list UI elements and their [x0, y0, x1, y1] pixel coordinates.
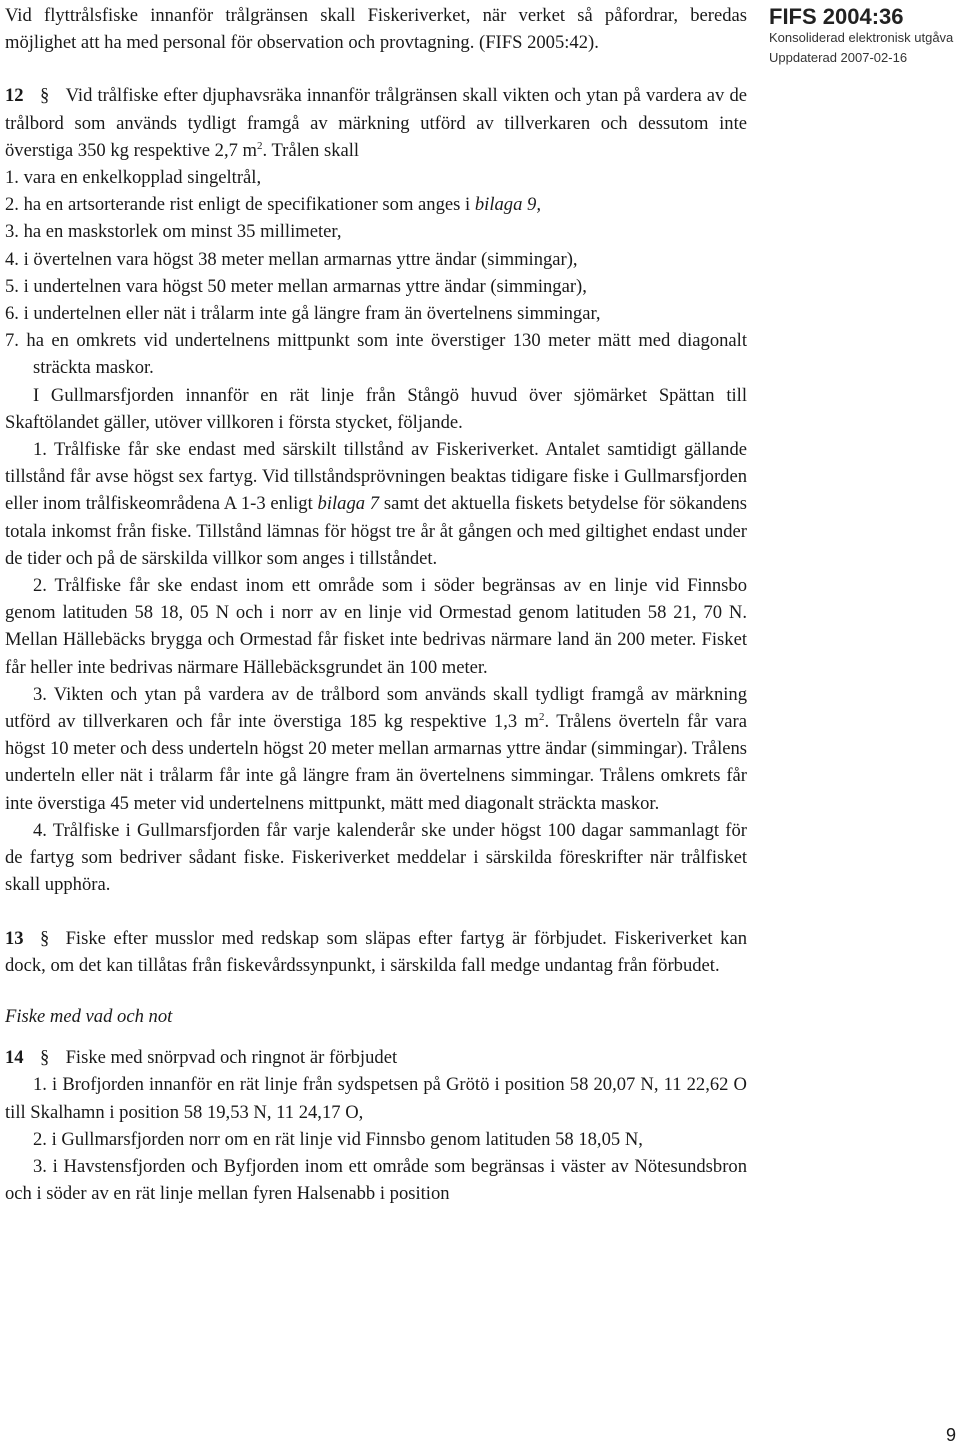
list-item: 1. vara en enkelkopplad singeltrål, — [5, 167, 262, 189]
superscript: 2 — [257, 139, 263, 152]
appendix-reference: bilaga 9, — [474, 194, 541, 216]
list-item: 5. i undertelnen vara högst 50 meter mellan armarnas yttre ändar (simmingar), — [5, 275, 587, 297]
section-14 — [5, 1044, 747, 1207]
lead-text-end: . Trålen skall — [262, 139, 360, 161]
gullmarsfjorden-intro: I Gullmarsfjorden innanför en rät linje från Stångö huvud över sjömärket Spättan till Skaftölandet gäller, utöver villkoren i första stycket, följande. — [5, 384, 747, 433]
section-13-text — [5, 925, 747, 979]
appendix-reference: bilaga 7 — [317, 493, 380, 515]
section-13 — [5, 925, 747, 979]
list-item: 1. i Brofjorden innanför en rät linje från sydspetsen på Grötö i position 58 20,07 N, 11 22,62 O till Skalhamn i position 58 19,53 N, 11 24,17 O, — [5, 1074, 747, 1123]
list-item: 6. i undertelnen eller nät i trålarm inte gå längre fram än övertelnens simmingar, — [5, 303, 601, 325]
list-item — [5, 191, 747, 218]
section-text: Fiske efter musslor med redskap som släpas efter fartyg är förbjudet. Fiskeriverket kan dock, om det kan tillåtas från fiskevårdssynpunkt, i särskilda fall medge undantag från förbudet. — [5, 927, 747, 976]
paragraph-sign: § — [39, 85, 50, 107]
section-number: 14 — [5, 1047, 24, 1069]
paragraph-sign: § — [39, 927, 50, 949]
section-heading: Fiske med vad och not — [5, 1005, 173, 1027]
condition-text-end: samt det aktuella fiskets betydelse för sökandens totala inkomst från fiske. Tillstånd lämnas för högst tre år åt gången och med giltighet endast under de tider och på de särskilda villkor som anges i tillståndet. — [5, 493, 747, 569]
condition-4: 4. Trålfiske i Gullmarsfjorden får varje kalenderår ske under högst 100 dagar sammanlagt för de fartyg som bedriver sådant fiske. Fiskeriverket meddelar i särskilda föreskrifter när trålfisket skall upphöra. — [5, 819, 747, 896]
paragraph-sign: § — [39, 1047, 50, 1069]
section-text: Fiske med snörpvad och ringnot är förbjudet — [65, 1047, 398, 1069]
list-item: 3. i Havstensfjorden och Byfjorden inom ett område som begränsas i väster av Nötesundsbron och i söder av en rät linje mellan fyren Halsenabb i position — [5, 1155, 747, 1205]
section-number: 13 — [5, 927, 24, 949]
condition-text: 1. Trålfiske får ske endast med särskilt tillstånd av Fiskeriverket. Antalet samtidigt gällande tillstånd får avse högst sex fartyg. Vid tillståndsprövningen beaktas tidigare fiske i Gullmarsfjorden eller inom trålfiskeområdena A 1-3 enligt — [5, 439, 747, 515]
list-item: 7. ha en omkrets vid undertelnens mittpunkt som inte överstiger 130 meter mätt med diagonalt sträckta maskor. — [5, 330, 747, 379]
document-code: FIFS 2004:36 — [769, 4, 904, 29]
superscript: 2 — [539, 711, 545, 724]
section-12-lead — [5, 82, 747, 164]
section-14-lead — [5, 1044, 747, 1071]
list-item: 3. ha en maskstorlek om minst 35 millimeter, — [5, 221, 342, 243]
list-item: 4. i övertelnen vara högst 38 meter mellan armarnas yttre ändar (simmingar), — [5, 248, 578, 270]
section-12 — [5, 82, 747, 898]
list-item: 2. i Gullmarsfjorden norr om en rät linje vid Finnsbo genom latituden 58 18,05 N, — [33, 1128, 643, 1150]
document-header — [769, 4, 954, 66]
edition-label: Konsoliderad elektronisk utgåva — [769, 30, 954, 45]
section-number: 12 — [5, 85, 24, 107]
condition-1 — [5, 436, 747, 572]
update-date: Uppdaterad 2007-02-16 — [769, 50, 908, 65]
page-number: 9 — [946, 1425, 957, 1445]
condition-3 — [5, 681, 747, 817]
intro-paragraph: Vid flyttrålsfiske innanför trålgränsen skall Fiskeriverket, när verket så påfordrar, beredas möjlighet att ha med personal för observation och provtagning. (FIFS 2005:42). — [5, 5, 747, 54]
condition-text: 3. Vikten och ytan på vardera av de trålbord som används skall tydligt framgå av märkning utförd av tillverkaren och får inte överstiga 185 kg respektive 1,3 m — [5, 683, 747, 733]
condition-text-end: . Trålens överteln får vara högst 10 meter och dess underteln högst 20 meter mellan armarnas yttre ändar (simmingar). Trålens underteln eller nät i trålarm får inte gå längre fram än övertelnens simmingar. Trålens omkrets får inte överstiga 45 meter vid undertelnens mittpunkt, mätt med diagonalt sträckta maskor. — [5, 711, 748, 814]
condition-2: 2. Trålfiske får ske endast inom ett område som i söder begränsas av en linje vid Finnsbo genom latituden 58 18, 05 N och i norr av en linje vid Ormestad genom latituden 58 21, 70 N. Mellan Hällebäcks brygga och Ormestad får fisket inte bedrivas närmare land än 200 meter. Fisket får heller inte bedrivas närmare Hällebäcksgrundet än 100 meter. — [5, 575, 747, 678]
lead-text: Vid trålfiske efter djuphavsräka innanför trålgränsen skall vikten och ytan på vardera av de trålbord som används tydligt framgå av märkning utförd av tillverkaren och dessutom inte överstiga 350 kg respektive 2,7 m — [5, 85, 747, 161]
document-body — [5, 0, 747, 1207]
list-item-text: 2. ha en artsorterande rist enligt de specifikationer som anges i — [5, 194, 471, 216]
